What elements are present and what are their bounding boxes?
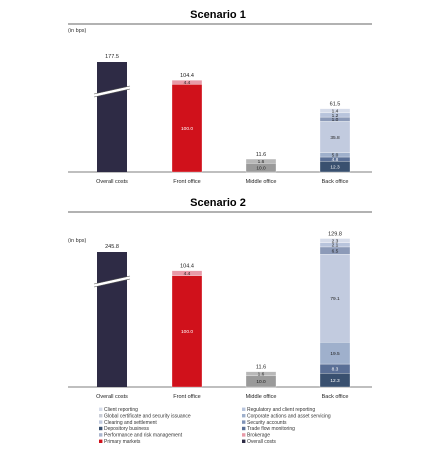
unit-label: (in bps)	[68, 238, 87, 244]
segment-label: 6.5	[331, 249, 339, 255]
segment-label: 2.3	[331, 239, 339, 245]
bar-stack-front-office	[172, 73, 202, 185]
total-label: 11.6	[255, 152, 267, 159]
legend-label: Performance and risk management	[104, 432, 183, 439]
segment-label: 4.8	[331, 157, 339, 163]
legend-item	[99, 413, 191, 419]
legend-item	[242, 439, 276, 445]
segment-label: 10.0	[256, 380, 266, 386]
legend-label: Brokerage	[247, 432, 271, 439]
segment-label: 1.2	[331, 113, 339, 119]
total-label: 11.6	[255, 364, 267, 371]
segment-label: 5.0	[331, 153, 339, 159]
legend-swatch	[242, 427, 245, 430]
bar-segment	[97, 62, 127, 172]
legend-item	[242, 433, 270, 439]
legend	[99, 407, 331, 445]
legend-label: Overall costs	[247, 439, 276, 445]
legend-swatch	[99, 427, 102, 430]
bar-stack-back-office	[320, 232, 350, 400]
segment-label: 4.4	[183, 81, 191, 87]
legend-swatch	[242, 420, 245, 423]
category-label: Back office	[321, 179, 349, 185]
bar-stack-overall-costs	[94, 244, 130, 400]
legend-label: Primary markets	[104, 439, 141, 445]
chart-panel-2	[68, 197, 372, 400]
legend-swatch	[99, 414, 102, 417]
legend-swatch	[99, 420, 102, 423]
total-label: 245.8	[105, 244, 119, 250]
bar-segment	[97, 252, 127, 387]
chart-title: Scenario 1	[190, 9, 246, 21]
bar-stack-overall-costs	[94, 54, 130, 185]
legend-item	[242, 426, 295, 432]
category-label: Overall costs	[96, 179, 128, 185]
segment-label: 79.1	[330, 297, 340, 303]
segment-label: 100.0	[180, 330, 194, 336]
legend-item	[99, 439, 141, 445]
segment-label: 1.4	[331, 109, 339, 115]
legend-label: Client reporting	[104, 407, 138, 413]
legend-swatch	[242, 440, 245, 443]
legend-item	[99, 426, 150, 432]
category-label: Front office	[173, 179, 201, 185]
total-label: 129.8	[328, 231, 342, 238]
legend-label: Regulatory and client reporting	[247, 407, 316, 413]
legend-item	[99, 420, 157, 426]
segment-label: 1.0	[331, 117, 339, 123]
total-label: 104.4	[180, 73, 194, 80]
segment-label: 35.8	[330, 135, 340, 141]
segment-label: 19.5	[330, 351, 340, 357]
chart-title: Scenario 2	[190, 197, 246, 209]
legend-swatch	[242, 433, 245, 436]
segment-label: 8.3	[331, 367, 339, 373]
segment-label: 2.1	[331, 243, 339, 249]
unit-label: (in bps)	[68, 28, 87, 34]
category-label: Front office	[173, 394, 201, 400]
bar-stack-middle-office	[246, 365, 277, 400]
segment-label: 10.0	[256, 166, 266, 172]
bar-stack-middle-office	[246, 152, 277, 185]
segment-label: 4.4	[183, 271, 191, 277]
legend-item	[99, 433, 183, 439]
segment-label: 12.3	[330, 378, 340, 384]
legend-label: Depository business	[104, 426, 150, 433]
legend-swatch	[99, 433, 102, 436]
total-label: 104.4	[180, 263, 194, 270]
legend-item	[242, 413, 331, 419]
legend-label: Trade flow monitoring	[247, 426, 295, 433]
category-label: Back office	[321, 394, 349, 400]
chart-panel-1	[68, 9, 372, 185]
bar-stack-back-office	[320, 102, 350, 185]
total-label: 177.5	[105, 54, 119, 60]
segment-label: 12.3	[330, 165, 340, 171]
bar-stack-front-office	[172, 264, 202, 400]
legend-swatch	[242, 414, 245, 417]
legend-swatch	[99, 408, 102, 411]
legend-label: Security accounts	[247, 419, 287, 426]
total-label: 61.5	[329, 101, 341, 108]
category-label: Middle office	[245, 394, 277, 400]
segment-label: 1.6	[257, 159, 265, 165]
segment-label: 100.0	[180, 126, 194, 132]
legend-swatch	[99, 440, 102, 443]
legend-label: Global certificate and security issuance	[104, 413, 191, 420]
legend-swatch	[242, 408, 245, 411]
legend-item	[242, 420, 287, 426]
legend-label: Clearing and settlement	[104, 419, 157, 426]
legend-item	[242, 407, 315, 413]
category-label: Middle office	[245, 179, 277, 185]
category-label: Overall costs	[96, 394, 128, 400]
segment-label: 1.6	[257, 372, 265, 378]
legend-item	[99, 407, 138, 413]
legend-label: Corporate actions and asset servicing	[247, 413, 331, 420]
